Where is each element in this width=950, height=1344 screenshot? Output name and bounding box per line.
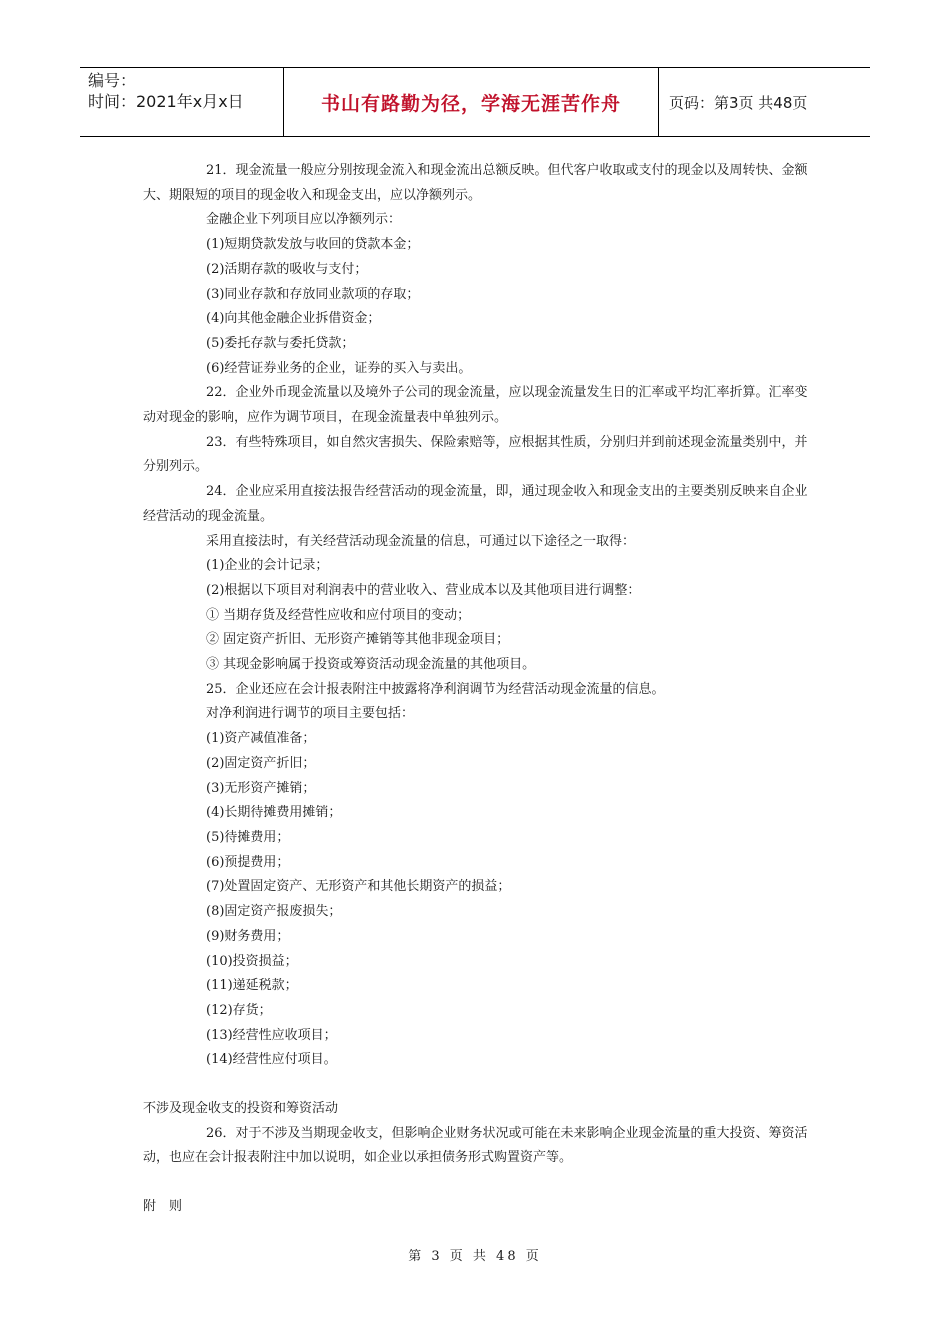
list-item: (5)委托存款与委托贷款； [206, 335, 355, 351]
paragraph-26: 26．对于不涉及当期现金收支，但影响企业财务状况或可能在未来影响企业现金流量的重大投资、筹资活动，也应在会计报表附注中加以说明，如企业以承担债务形式购置资产等。 [143, 1125, 808, 1166]
paragraph-21-intro: 金融企业下列项目应以净额列示： [206, 212, 402, 228]
list-item: (3)无形资产摊销； [206, 780, 316, 796]
section-heading-noncash: 不涉及现金收支的投资和筹资活动 [143, 1101, 339, 1117]
page-footer: 第 3 页 共 48 页 [408, 1249, 542, 1264]
paragraph-23: 23．有些特殊项目，如自然灾害损失、保险索赔等，应根据其性质，分别归并到前述现金流量类别中，并分别列示。 [143, 434, 808, 475]
list-item: ③ 其现金影响属于投资或筹资活动现金流量的其他项目。 [206, 657, 536, 673]
list-item: (2)固定资产折旧； [206, 755, 316, 771]
list-item: (13)经营性应收项目； [206, 1027, 337, 1043]
list-item: (10)投资损益； [206, 953, 298, 969]
list-item: (8)固定资产报废损失； [206, 904, 342, 920]
list-item: (6)预提费用； [206, 854, 290, 870]
paragraph-25: 25．企业还应在会计报表附注中披露将净利润调节为经营活动现金流量的信息。 [206, 681, 665, 697]
paragraph-22: 22．企业外币现金流量以及境外子公司的现金流量，应以现金流量发生日的汇率或平均汇率折算。汇率变动对现金的影响，应作为调节项目，在现金流量表中单独列示。 [143, 385, 808, 426]
list-item: (2)活期存款的吸收与支付； [206, 261, 368, 277]
list-item: (4)长期待摊费用摊销； [206, 805, 342, 821]
header-page-info: 页码：第3页 共48页 [669, 93, 808, 112]
list-item: (4)向其他金融企业拆借资金； [206, 311, 381, 327]
list-item: (9)财务费用； [206, 928, 290, 944]
list-item: (5)待摊费用； [206, 829, 290, 845]
list-item: (1)短期贷款发放与收回的贷款本金； [206, 237, 420, 253]
section-heading-appendix: 附 则 [143, 1199, 183, 1215]
paragraph-25-intro: 对净利润进行调节的项目主要包括： [206, 706, 415, 722]
list-item: (12)存货； [206, 1002, 272, 1018]
header-motto: 书山有路勤为径，学海无涯苦作舟 [283, 68, 659, 136]
paragraph-24-intro: 采用直接法时，有关经营活动现金流量的信息，可通过以下途径之一取得： [206, 533, 636, 549]
document-body [143, 159, 811, 1220]
list-item: (7)处置固定资产、无形资产和其他长期资产的损益； [206, 879, 511, 895]
time-label: 时间：2021年x月x日 [88, 92, 244, 111]
list-item: (1)企业的会计记录； [206, 558, 329, 574]
page-header [80, 67, 870, 137]
spacer [143, 1171, 811, 1195]
header-meta [80, 68, 283, 136]
list-item: (1)资产减值准备； [206, 731, 316, 747]
list-item: ① 当期存货及经营性应收和应付项目的变动； [206, 607, 471, 623]
list-item: (6)经营证券业务的企业，证券的买入与卖出。 [206, 360, 472, 376]
number-label: 编号： [88, 71, 137, 90]
paragraph-21: 21．现金流量一般应分别按现金流入和现金流出总额反映。但代客户收取或支付的现金以及周转快、金额大、期限短的项目的现金收入和现金支出，应以净额列示。 [143, 163, 808, 203]
list-item: (11)递延税款； [206, 978, 298, 994]
list-item: (14)经营性应付项目。 [206, 1052, 337, 1068]
spacer [143, 1073, 811, 1097]
list-item: (3)同业存款和存放同业款项的存取； [206, 286, 420, 302]
list-item: (2)根据以下项目对利润表中的营业收入、营业成本以及其他项目进行调整： [206, 582, 641, 598]
list-item: ② 固定资产折旧、无形资产摊销等其他非现金项目； [206, 632, 510, 648]
paragraph-24: 24．企业应采用直接法报告经营活动的现金流量，即，通过现金收入和现金支出的主要类别反映来自企业经营活动的现金流量。 [143, 484, 808, 524]
